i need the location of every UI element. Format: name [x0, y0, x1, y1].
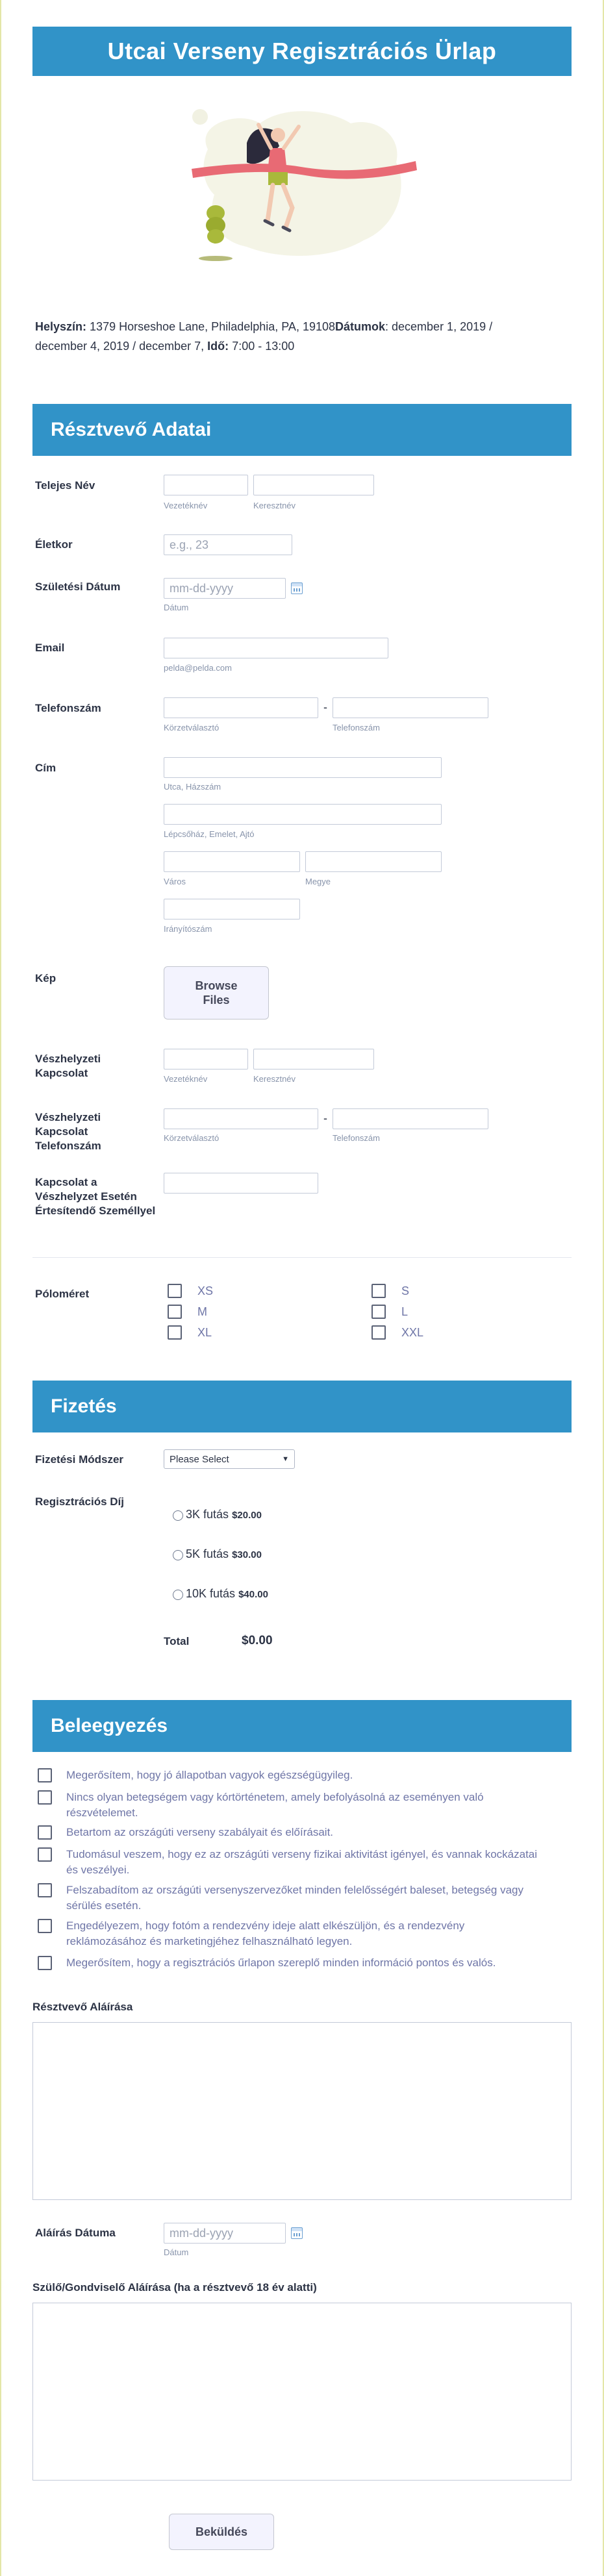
- birth-date-label: Születési Dátum: [35, 581, 121, 593]
- email-label: Email: [35, 642, 65, 654]
- submit-button[interactable]: Beküldés: [169, 2514, 274, 2550]
- guardian-signature-label: Szülő/Gondviselő Aláírása (ha a résztvevő 18 év alatti): [32, 2281, 317, 2294]
- phone-dash: -: [323, 701, 327, 714]
- shirt-xs-checkbox[interactable]: [168, 1284, 182, 1298]
- address-label: Cím: [35, 762, 57, 774]
- city-sub: Város: [164, 877, 186, 886]
- fee-5k-name: 5K futás: [186, 1547, 229, 1560]
- fee-3k-option: [186, 1508, 262, 1521]
- shirt-m-checkbox[interactable]: [168, 1305, 182, 1319]
- emergency-area-input[interactable]: [164, 1108, 318, 1129]
- location-label: Helyszín:: [35, 320, 87, 333]
- shirt-size-label: Póloméret: [35, 1288, 90, 1300]
- street2-input[interactable]: [164, 804, 442, 825]
- event-info: [35, 317, 542, 356]
- emergency-phone-label: Vészhelyzeti Kapcsolat Telefonszám: [35, 1111, 101, 1152]
- emergency-first-input[interactable]: [164, 1049, 248, 1069]
- registration-fee-label: Regisztrációs Díj: [35, 1495, 124, 1508]
- sign-date-input[interactable]: mm-dd-yyyy: [164, 2223, 286, 2244]
- payment-method-label: Fizetési Módszer: [35, 1453, 124, 1466]
- emergency-area-sub: Körzetválasztó: [164, 1133, 220, 1143]
- emergency-contact-label: Vészhelyzeti Kapcsolat: [35, 1053, 101, 1079]
- consent-text-2: Nincs olyan betegségem vagy kórtörténetem, amely befolyásolná az eseményen való részvételemet.: [66, 1791, 484, 1819]
- calendar-icon[interactable]: [291, 2227, 303, 2239]
- county-input[interactable]: [305, 851, 442, 872]
- birth-date-sub: Dátum: [164, 603, 189, 612]
- county-sub: Megye: [305, 877, 331, 886]
- city-input[interactable]: [164, 851, 300, 872]
- payment-section-header: Fizetés: [32, 1381, 572, 1432]
- participant-signature-label: Résztvevő Aláírása: [32, 2001, 133, 2013]
- age-label: Életkor: [35, 538, 73, 551]
- age-input[interactable]: e.g., 23: [164, 534, 292, 555]
- shirt-s-checkbox[interactable]: [371, 1284, 386, 1298]
- participant-signature-pad[interactable]: [32, 2022, 572, 2200]
- shirt-xs-label: XS: [197, 1284, 214, 1297]
- fee-10k-radio[interactable]: [173, 1590, 183, 1600]
- time-label: Idő:: [207, 340, 229, 353]
- fee-5k-radio[interactable]: [173, 1550, 183, 1560]
- shirt-l-label: L: [401, 1305, 409, 1318]
- consent-checkbox-7[interactable]: [38, 1956, 52, 1970]
- browse-files-button[interactable]: Browse Files: [164, 966, 269, 1019]
- consent-text-4: Tudomásul veszem, hogy ez az országúti verseny fizikai aktivitást igényel, és vannak kockázatai és veszélyei.: [66, 1848, 538, 1876]
- consent-checkbox-6[interactable]: [38, 1919, 52, 1933]
- shirt-xxl-checkbox[interactable]: [371, 1325, 386, 1340]
- consent-text-1: Megerősítem, hogy jó állapotban vagyok egészségügyileg.: [66, 1769, 353, 1781]
- emergency-number-sub: Telefonszám: [333, 1133, 380, 1143]
- phone-area-sub: Körzetválasztó: [164, 723, 220, 732]
- fee-3k-price: $20.00: [232, 1510, 262, 1521]
- consent-section-header: Beleegyezés: [32, 1700, 572, 1752]
- chevron-down-icon: ▼: [282, 1455, 289, 1463]
- fee-10k-name: 10K futás: [186, 1587, 236, 1600]
- consent-text-6: Engedélyezem, hogy fotóm a rendezvény ideje alatt elkészüljön, és a rendezvény reklámozásához és marketingjéhez felhasználható legyen.: [66, 1919, 465, 1947]
- consent-text-5: Felszabadítom az országúti versenyszervezőket minden felelősségért baleset, betegség vagy sérülés esetén.: [66, 1884, 523, 1912]
- phone-number-sub: Telefonszám: [333, 723, 380, 732]
- street-input[interactable]: [164, 757, 442, 778]
- street2-sub: Lépcsőház, Emelet, Ajtó: [164, 829, 255, 839]
- full-name-label: Telejes Név: [35, 479, 95, 492]
- consent-checkbox-3[interactable]: [38, 1825, 52, 1840]
- consent-checkbox-2[interactable]: [38, 1790, 52, 1805]
- phone-label: Telefonszám: [35, 702, 101, 714]
- image-label: Kép: [35, 972, 57, 984]
- last-name-sub: Keresztnév: [253, 501, 296, 510]
- sign-date-label: Aláírás Dátuma: [35, 2227, 116, 2239]
- time-value: 7:00 - 13:00: [232, 340, 295, 353]
- fee-10k-price: $40.00: [238, 1589, 268, 1600]
- emergency-phone-dash: -: [323, 1112, 327, 1125]
- phone-number-input[interactable]: [333, 697, 488, 718]
- street-sub: Utca, Házszám: [164, 782, 221, 792]
- shirt-xl-checkbox[interactable]: [168, 1325, 182, 1340]
- email-sub: pelda@pelda.com: [164, 663, 232, 673]
- dates-label: Dátumok: [335, 320, 386, 333]
- form-title: Utcai Verseny Regisztrációs Ürlap: [32, 27, 572, 76]
- birth-date-input[interactable]: mm-dd-yyyy: [164, 578, 286, 599]
- emergency-last-input[interactable]: [253, 1049, 374, 1069]
- zip-input[interactable]: [164, 899, 300, 919]
- sign-date-sub: Dátum: [164, 2247, 189, 2257]
- shirt-xxl-label: XXL: [401, 1326, 424, 1339]
- consent-checkbox-1[interactable]: [38, 1768, 52, 1782]
- consent-checkbox-4[interactable]: [38, 1847, 52, 1862]
- total-label: Total: [164, 1635, 190, 1647]
- participant-section-header: Résztvevő Adatai: [32, 404, 572, 456]
- total-value: $0.00: [242, 1634, 273, 1647]
- emergency-last-sub: Keresztnév: [253, 1074, 296, 1084]
- last-name-input[interactable]: [253, 475, 374, 495]
- fee-3k-name: 3K futás: [186, 1508, 229, 1521]
- emergency-first-sub: Vezetéknév: [164, 1074, 208, 1084]
- payment-method-value: Please Select: [170, 1453, 229, 1465]
- first-name-input[interactable]: [164, 475, 248, 495]
- shirt-m-label: M: [197, 1305, 207, 1318]
- emergency-relation-input[interactable]: [164, 1173, 318, 1194]
- consent-checkbox-5[interactable]: [38, 1883, 52, 1897]
- fee-5k-price: $30.00: [232, 1549, 262, 1560]
- consent-text-3: Betartom az országúti verseny szabályait és előírásait.: [66, 1826, 334, 1838]
- first-name-sub: Vezetéknév: [164, 501, 208, 510]
- phone-area-input[interactable]: [164, 697, 318, 718]
- shirt-s-label: S: [401, 1284, 410, 1297]
- email-input[interactable]: [164, 638, 388, 658]
- emergency-relation-label: Kapcsolat a Vészhelyzet Esetén Értesítendő Személlyel: [35, 1176, 156, 1217]
- calendar-icon[interactable]: [291, 582, 303, 594]
- fee-3k-radio[interactable]: [173, 1510, 183, 1521]
- guardian-signature-pad[interactable]: [32, 2303, 572, 2481]
- divider: [32, 1257, 572, 1258]
- location-value: 1379 Horseshoe Lane, Philadelphia, PA, 19108: [90, 320, 335, 333]
- consent-text-7: Megerősítem, hogy a regisztrációs űrlapon szereplő minden információ pontos és valós.: [66, 1957, 496, 1969]
- emergency-number-input[interactable]: [333, 1108, 488, 1129]
- zip-sub: Irányítószám: [164, 924, 212, 934]
- fee-5k-option: [186, 1547, 262, 1561]
- shirt-xl-label: XL: [197, 1326, 212, 1339]
- payment-method-select[interactable]: [164, 1449, 295, 1469]
- dates-value: : december 1, 2019 / december 4, 2019 / december 7,: [35, 320, 493, 353]
- shirt-l-checkbox[interactable]: [371, 1305, 386, 1319]
- fee-10k-option: [186, 1587, 268, 1601]
- race-finish-illustration: [182, 97, 422, 266]
